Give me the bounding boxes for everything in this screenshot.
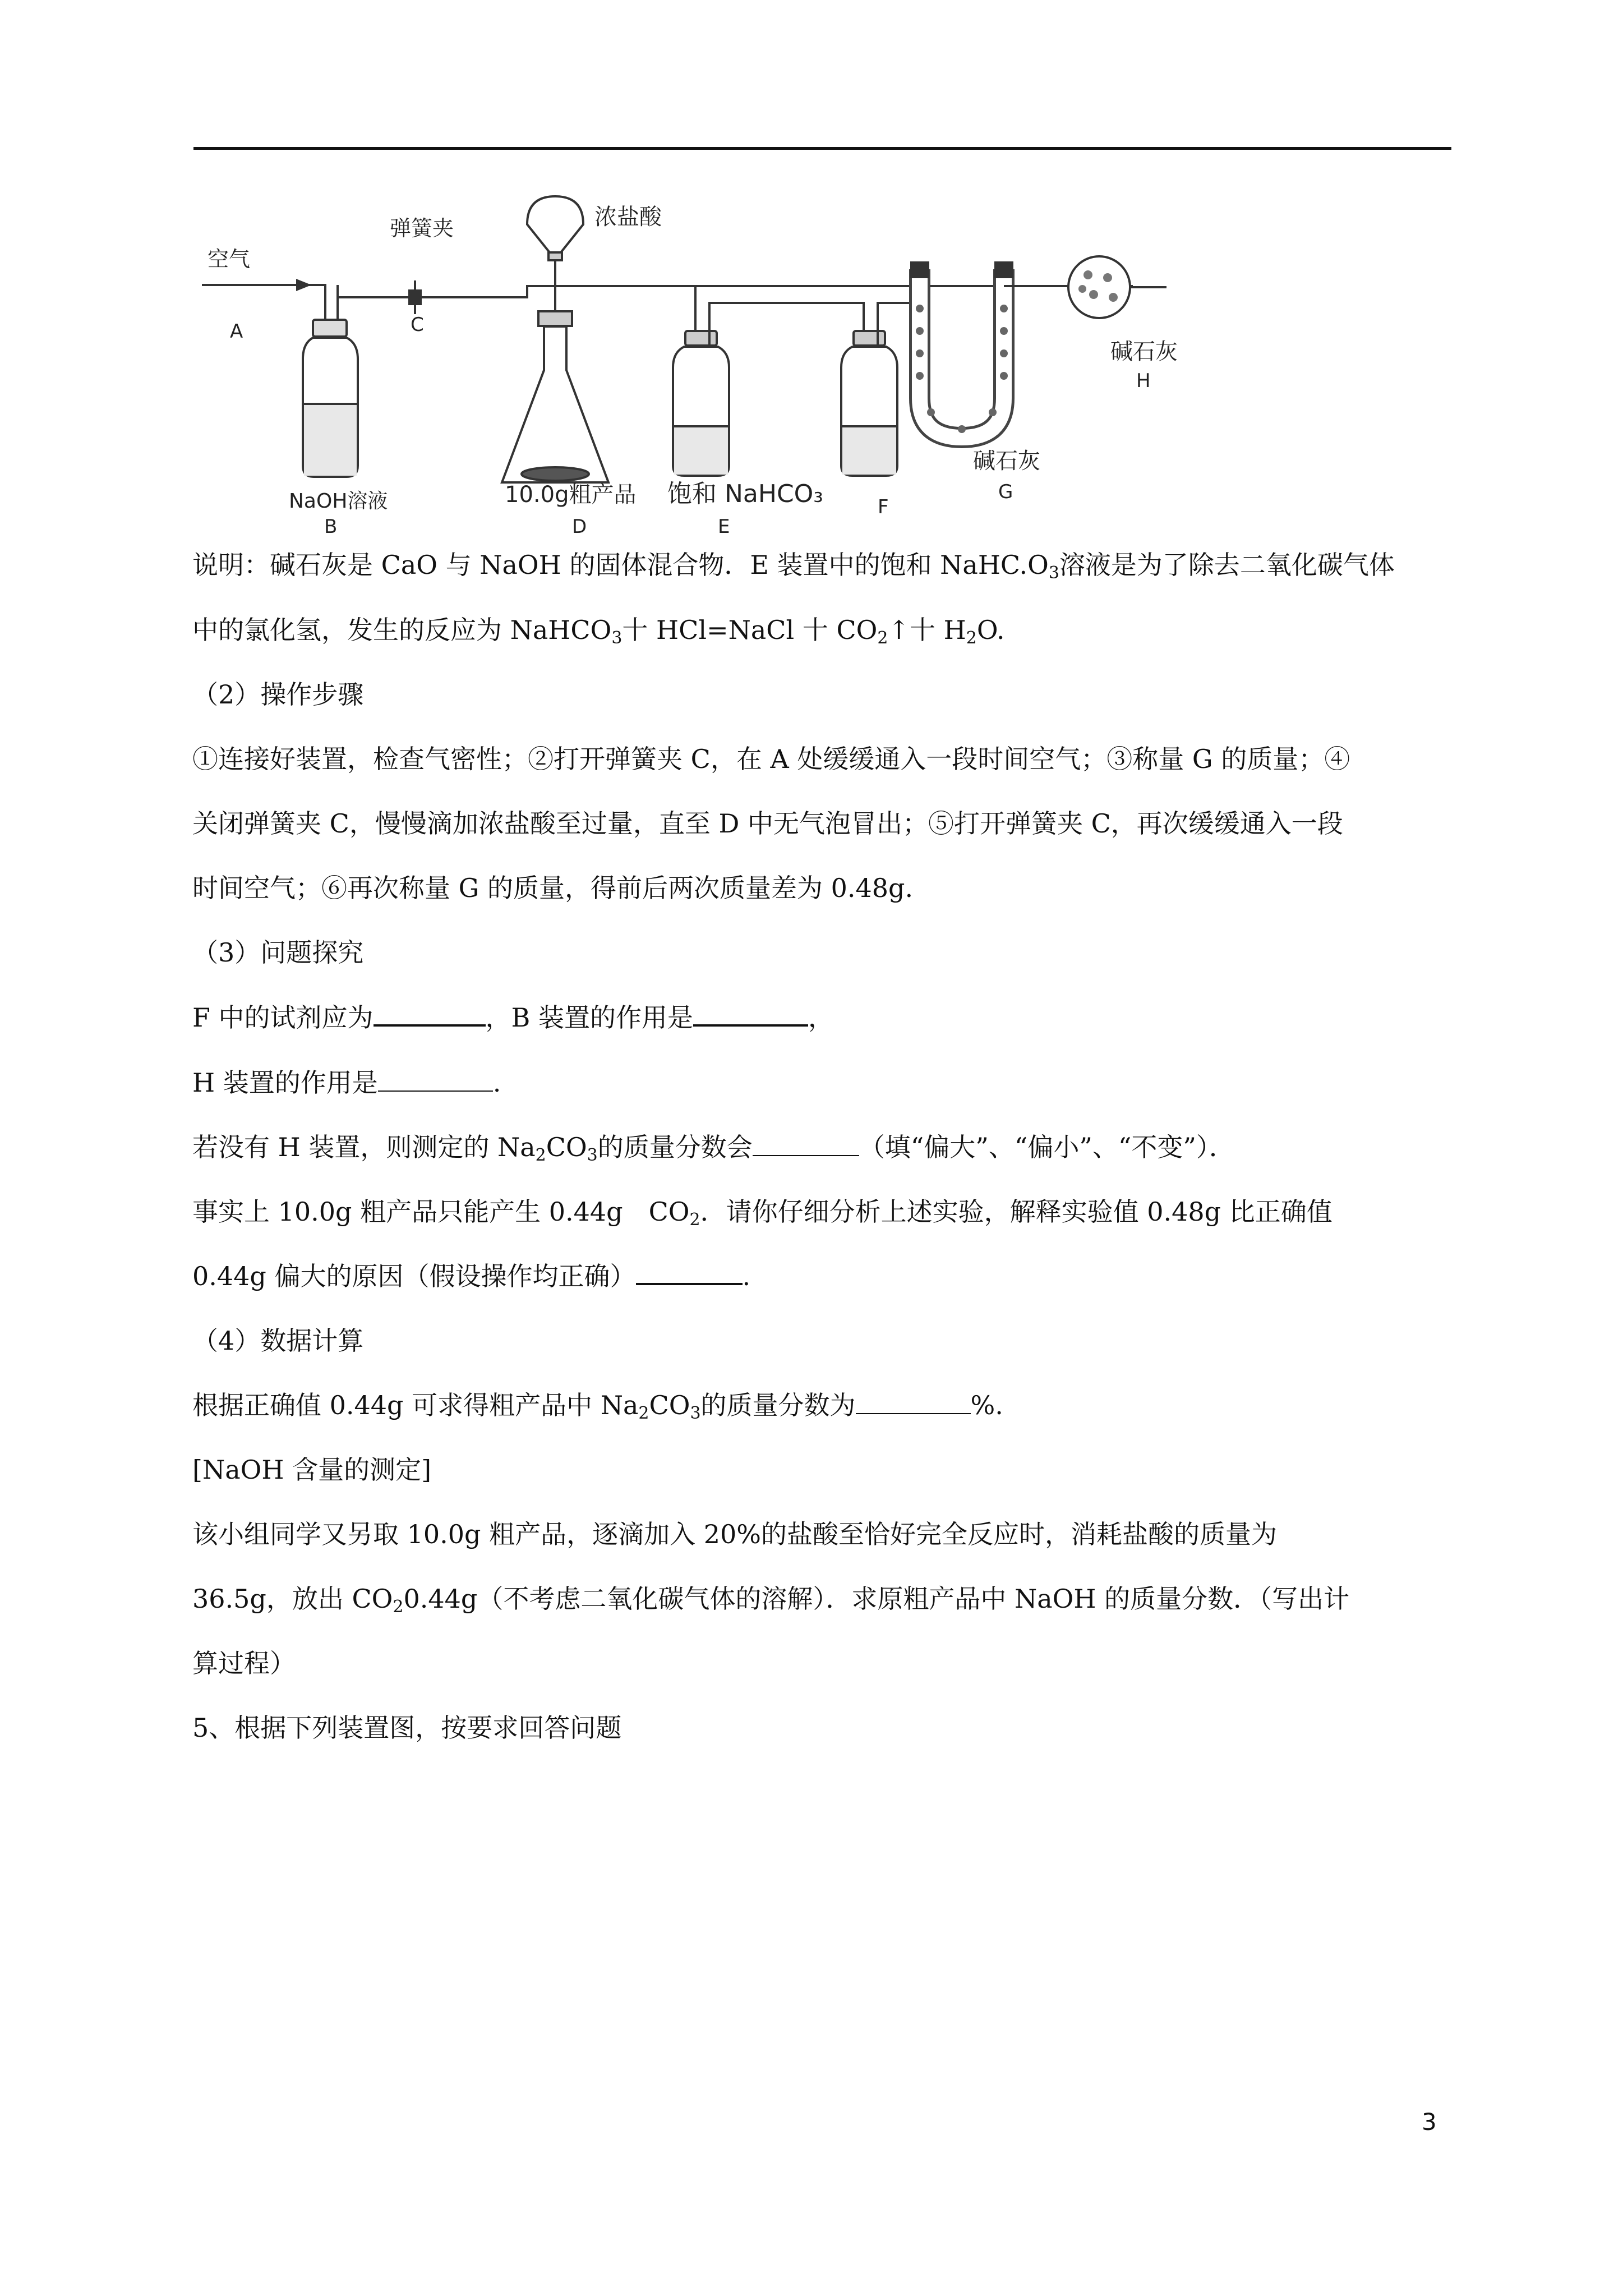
steps-line-3: 时间空气；⑥再次称量 G 的质量，得前后两次质量差为 0.48g. (192, 873, 914, 903)
answer-blank-percent[interactable] (856, 1389, 971, 1414)
section-3-heading: （3）问题探究 (192, 937, 364, 968)
u-tube-g (911, 263, 1012, 438)
bottle-e (673, 303, 864, 476)
label-e: E (718, 516, 730, 538)
question-5: 5、根据下列装置图，按要求回答问题 (192, 1713, 622, 1743)
flask-d (502, 311, 608, 482)
naoh-heading: [NaOH 含量的测定] (192, 1455, 432, 1485)
header-rule (193, 147, 1451, 150)
question-f-b: F 中的试剂应为 ，B 装置的作用是 ， (192, 1001, 834, 1034)
label-f: F (878, 496, 889, 518)
answer-blank-h[interactable] (378, 1067, 493, 1092)
label-h: H (1136, 370, 1151, 392)
section-2-heading: （2）操作步骤 (192, 679, 364, 710)
answer-blank-reason[interactable] (636, 1259, 743, 1285)
drying-tube-h (1068, 256, 1166, 318)
naoh-paragraph-3: 算过程） (192, 1648, 296, 1678)
steps-line-2: 关闭弹簧夹 C，慢慢滴加浓盐酸至过量，直至 D 中无气泡冒出；⑤打开弹簧夹 C，再次缓缓通入一段 (192, 808, 1343, 839)
question-co2-line-2: 0.44g 偏大的原因（假设操作均正确） . (192, 1259, 750, 1293)
note-line-1: 说明：碱石灰是 CaO 与 NaOH 的固体混合物．E 装置中的饱和 $NaHC.O_3$溶液是为了除去二氧化碳气体 (192, 550, 1395, 583)
answer-blank-effect[interactable] (753, 1131, 859, 1156)
answer-blank-b[interactable] (693, 1001, 808, 1027)
section-4-heading: （4）数据计算 (192, 1326, 364, 1356)
apparatus-diagram (191, 191, 1234, 539)
label-g: G (998, 481, 1013, 503)
label-naoh-solution: NaOH溶液 (289, 490, 388, 513)
label-air: 空气 (208, 247, 251, 272)
label-a: A (230, 320, 243, 343)
note-line-2: 中的氯化氢，发生的反应为 NaHCO$_3$十 HCl=NaCl 十 $CO_2↑$十 $H_2O$. (192, 615, 1005, 648)
question-no-h: 若没有 H 装置，则测定的 $Na_2CO_3$的质量分数会 （填“偏大”、“偏小”、“不变”）． (192, 1132, 1235, 1165)
label-d: D (572, 516, 587, 538)
steps-line-1: ①连接好装置，检查气密性；②打开弹簧夹 C，在 A 处缓缓通入一段时间空气；③称量 G 的质量；④ (192, 744, 1350, 774)
label-soda-lime-g: 碱石灰 (973, 448, 1040, 474)
label-clamp: 弹簧夹 (390, 216, 454, 241)
question-calc: 根据正确值 0.44g 可求得粗产品中 $Na_2CO_3$的质量分数为 %. (192, 1390, 1003, 1423)
page-number: 3 (1422, 2108, 1437, 2136)
bottle-b (303, 320, 358, 477)
question-co2-line-1: 事实上 10.0g 粗产品只能产生 0.44g $CO_2$．请你仔细分析上述实验，解释实验值 0.48g 比正确值 (192, 1197, 1332, 1230)
answer-blank-f[interactable] (374, 1001, 486, 1027)
label-conc-hcl: 浓盐酸 (594, 204, 662, 230)
label-saturated-nahco3: 饱和 NaHCO₃ (667, 480, 823, 508)
label-soda-lime-h: 碱石灰 (1110, 339, 1178, 365)
label-b: B (324, 516, 338, 538)
naoh-paragraph-1: 该小组同学又另取 10.0g 粗产品，逐滴加入 20%的盐酸至恰好完全反应时，消耗盐酸的质量为 (192, 1519, 1277, 1549)
label-crude-product: 10.0g粗产品 (505, 482, 637, 508)
naoh-paragraph-2: 36.5g，放出 $CO_20.44g$（不考虑二氧化碳气体的溶解）．求原粗产品中 NaOH 的质量分数．（写出计 (192, 1584, 1350, 1617)
question-h: H 装置的作用是 . (192, 1068, 501, 1098)
label-c: C (411, 314, 424, 336)
